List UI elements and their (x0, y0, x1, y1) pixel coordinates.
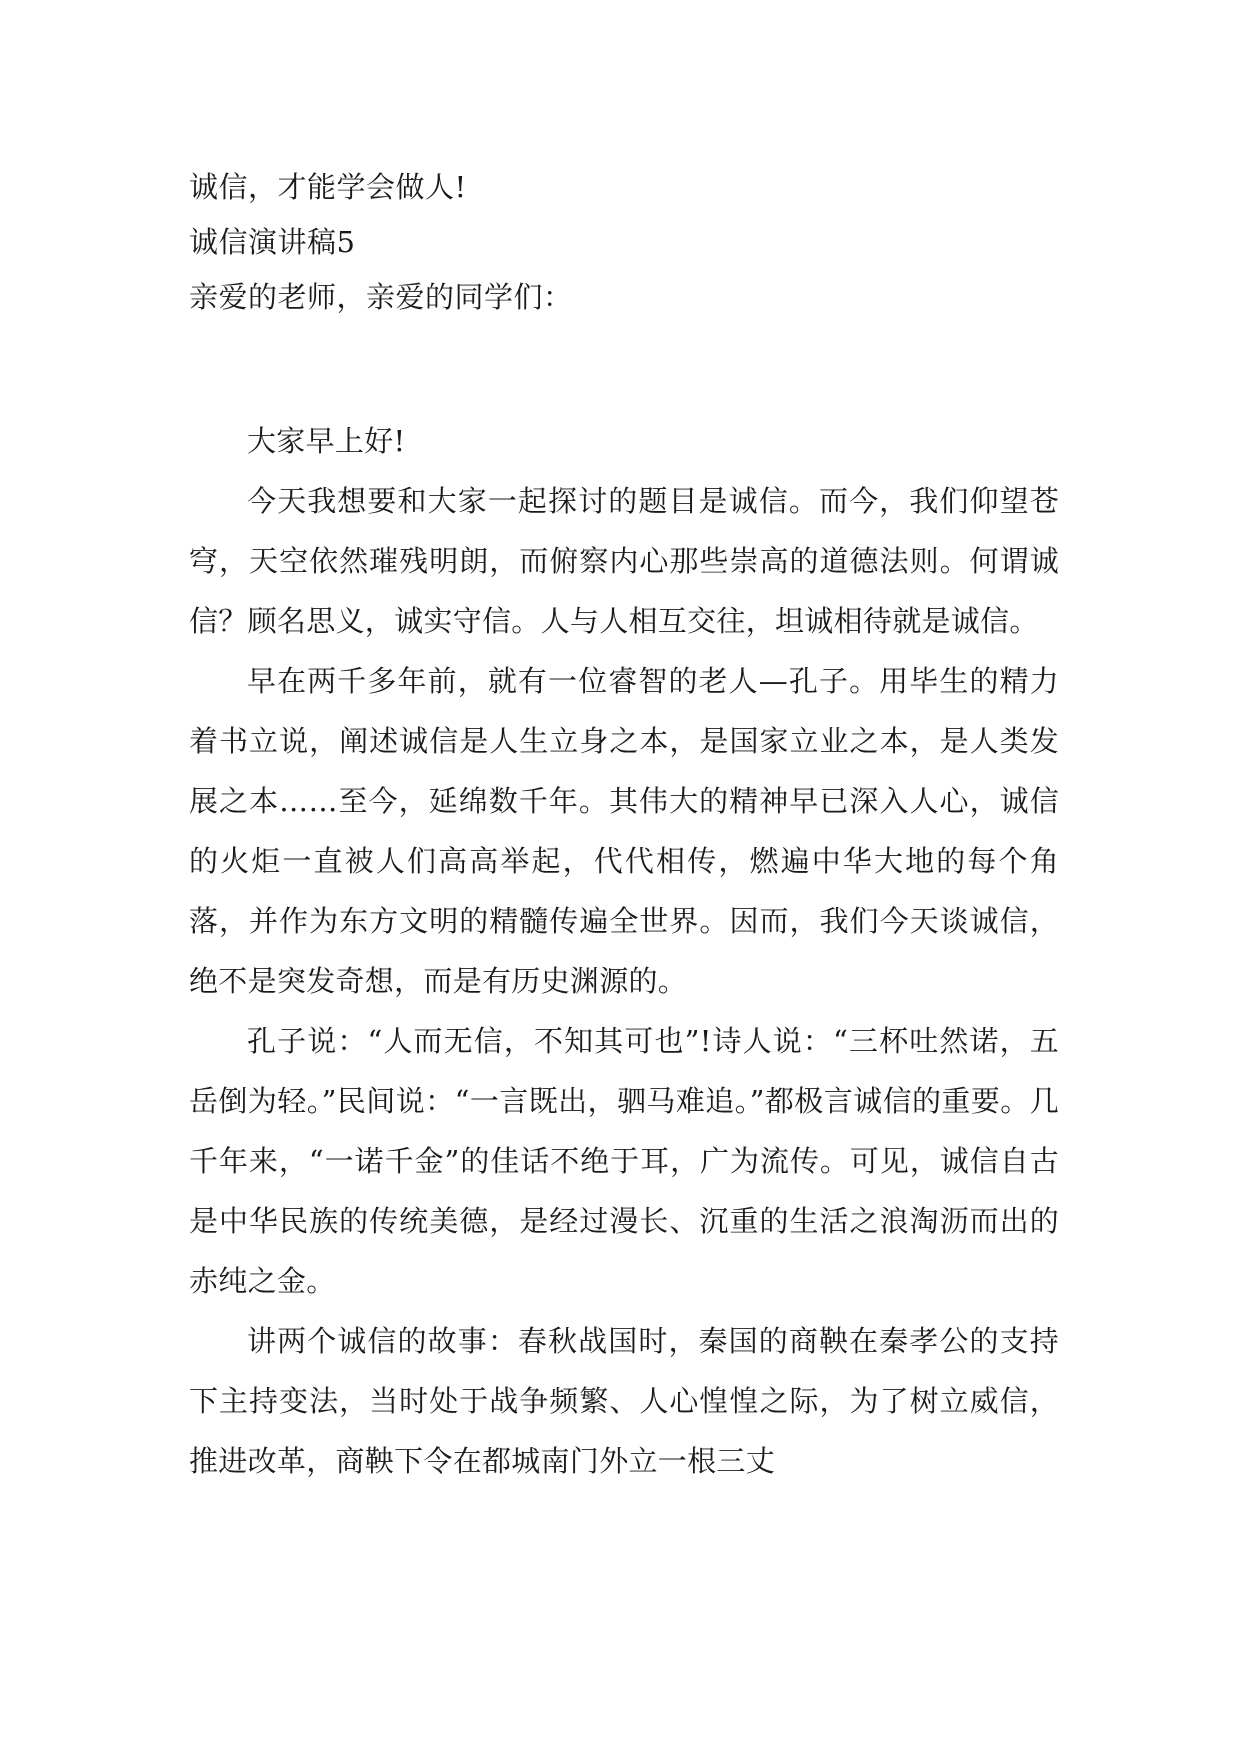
greeting-paragraph: 大家早上好! (247, 424, 406, 458)
body-paragraph: 早在两千多年前，就有一位睿智的老人—孔子。用毕生的精力着书立说，阐述诚信是人生立身之本，是国家立业之本，是人类发展之本……至今，延绵数千年。其伟大的精神早已深入人心，诚信的火炬一直被人们高高举起，代代相传，燃遍中华大地的每个角落，并作为东方文明的精髓传遍全世界。因而，我们今天谈诚信，绝不是突发奇想，而是有历史渊源的。 (189, 664, 1059, 998)
closing-line: 诚信，才能学会做人! (189, 170, 467, 204)
spacer (189, 325, 1059, 411)
body-paragraph: 孔子说：“人而无信，不知其可也”!诗人说：“三杯吐然诺，五岳倒为轻。”民间说：“一言既出，驷马难追。”都极言诚信的重要。几千年来，“一诺千金”的佳话不绝于耳，广为流传。可见，诚信自古是中华民族的传统美德，是经过漫长、沉重的生活之浪淘沥而出的赤纯之金。 (189, 1024, 1059, 1298)
body-paragraph: 讲两个诚信的故事：春秋战国时，秦国的商鞅在秦孝公的支持下主持变法，当时处于战争频繁、人心惶惶之际，为了树立威信，推进改革，商鞅下令在都城南门外立一根三丈 (189, 1324, 1059, 1478)
speech-title: 诚信演讲稿5 (189, 225, 356, 259)
salutation: 亲爱的老师，亲爱的同学们： (189, 280, 573, 314)
body-paragraph: 今天我想要和大家一起探讨的题目是诚信。而今，我们仰望苍穹，天空依然璀残明朗，而俯察内心那些崇高的道德法则。何谓诚信？顾名思义，诚实守信。人与人相互交往，坦诚相待就是诚信。 (189, 484, 1059, 638)
document-body (189, 160, 1059, 1491)
